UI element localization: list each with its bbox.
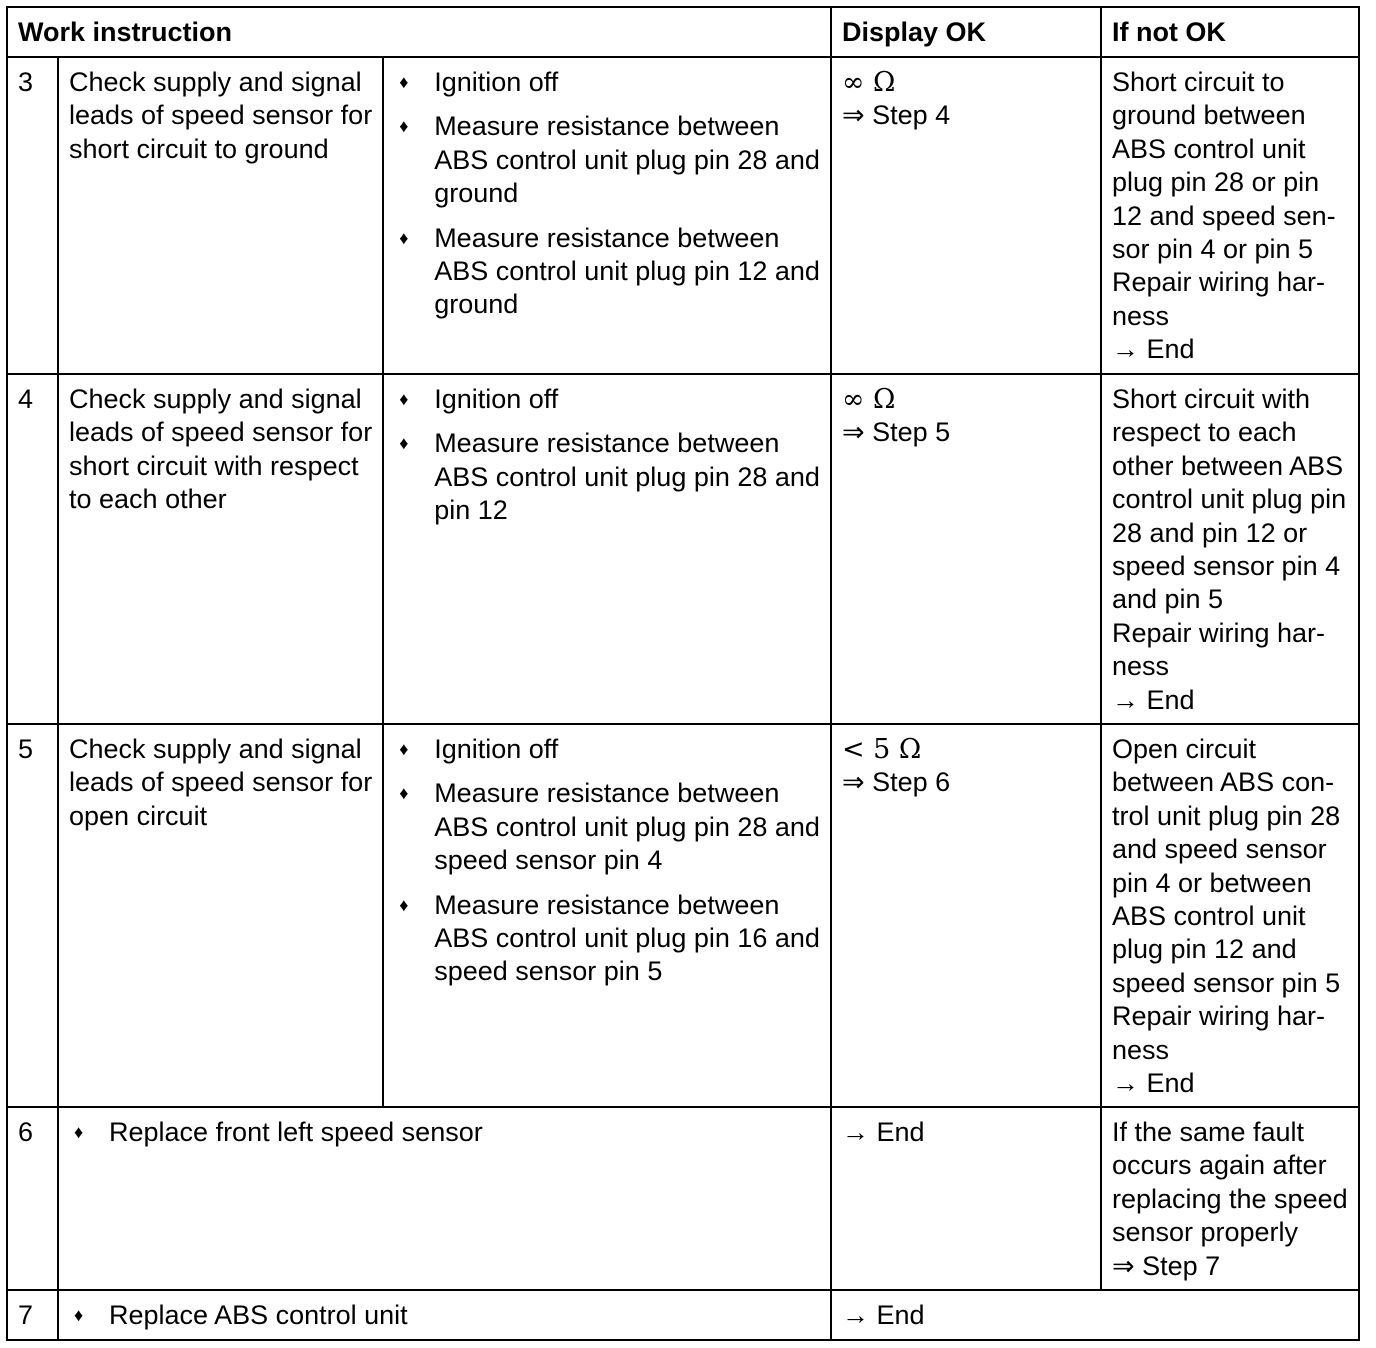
action-item: ♦ Measure resistance between ABS control unit plug pin 28 and ground <box>394 110 820 210</box>
action-list <box>383 57 831 374</box>
action-list <box>58 1107 831 1290</box>
display-ok-cell: → End <box>831 1290 1359 1340</box>
action-list <box>58 1290 831 1340</box>
step-number: 6 <box>7 1107 58 1290</box>
if-not-ok-cell: Open circuit between ABS con- trol unit plug pin 28 and speed sensor pin 4 or between ABS control unit plug pin 12 and speed sensor pin 5 Repair wiring har- ness → End <box>1101 724 1359 1107</box>
header-display-ok: Display OK <box>831 7 1101 57</box>
action-item: ♦ Replace front left speed sensor <box>69 1116 820 1149</box>
table-row-step-4 <box>7 374 1359 724</box>
step-number: 3 <box>7 57 58 374</box>
check-description: Check supply and signal leads of speed sensor for short circuit to ground <box>58 57 383 374</box>
table-row-step-5 <box>7 724 1359 1107</box>
table-row-step-3 <box>7 57 1359 374</box>
table-row-step-7 <box>7 1290 1359 1340</box>
step-number: 5 <box>7 724 58 1107</box>
check-description: Check supply and signal leads of speed sensor for open circuit <box>58 724 383 1107</box>
action-item: ♦ Ignition off <box>394 733 820 766</box>
action-item: ♦ Measure resistance between ABS control unit plug pin 28 and speed sensor pin 4 <box>394 777 820 877</box>
action-item: ♦ Measure resistance between ABS control unit plug pin 16 and speed sensor pin 5 <box>394 889 820 989</box>
if-not-ok-cell: If the same fault occurs again after replacing the speed sensor properly ⇒ Step 7 <box>1101 1107 1359 1290</box>
action-item: ♦ Ignition off <box>394 383 820 416</box>
if-not-ok-cell: Short circuit with respect to each other between ABS control unit plug pin 28 and pin 12 or speed sensor pin 4 and pin 5 Repair wiring har- ness → End <box>1101 374 1359 724</box>
display-ok-cell: ∞ Ω ⇒ Step 4 <box>831 57 1101 374</box>
action-item: ♦ Measure resistance between ABS control unit plug pin 28 and pin 12 <box>394 427 820 527</box>
header-if-not-ok: If not OK <box>1101 7 1359 57</box>
action-list <box>383 374 831 724</box>
step-number: 4 <box>7 374 58 724</box>
if-not-ok-cell: Short circuit to ground between ABS control unit plug pin 28 or pin 12 and speed sen- sor pin 4 or pin 5 Repair wiring har- ness → End <box>1101 57 1359 374</box>
display-ok-cell: < 5 Ω ⇒ Step 6 <box>831 724 1101 1107</box>
action-item: ♦ Replace ABS control unit <box>69 1299 820 1332</box>
work-instruction-table <box>6 6 1360 1341</box>
check-description: Check supply and signal leads of speed sensor for short circuit with respect to each other <box>58 374 383 724</box>
table-row-step-6 <box>7 1107 1359 1290</box>
header-work-instruction: Work instruction <box>7 7 831 57</box>
action-item: ♦ Ignition off <box>394 66 820 99</box>
display-ok-cell: ∞ Ω ⇒ Step 5 <box>831 374 1101 724</box>
header-row <box>7 7 1359 57</box>
action-list <box>383 724 831 1107</box>
action-item: ♦ Measure resistance between ABS control unit plug pin 12 and ground <box>394 222 820 322</box>
display-ok-cell: → End <box>831 1107 1101 1290</box>
step-number: 7 <box>7 1290 58 1340</box>
